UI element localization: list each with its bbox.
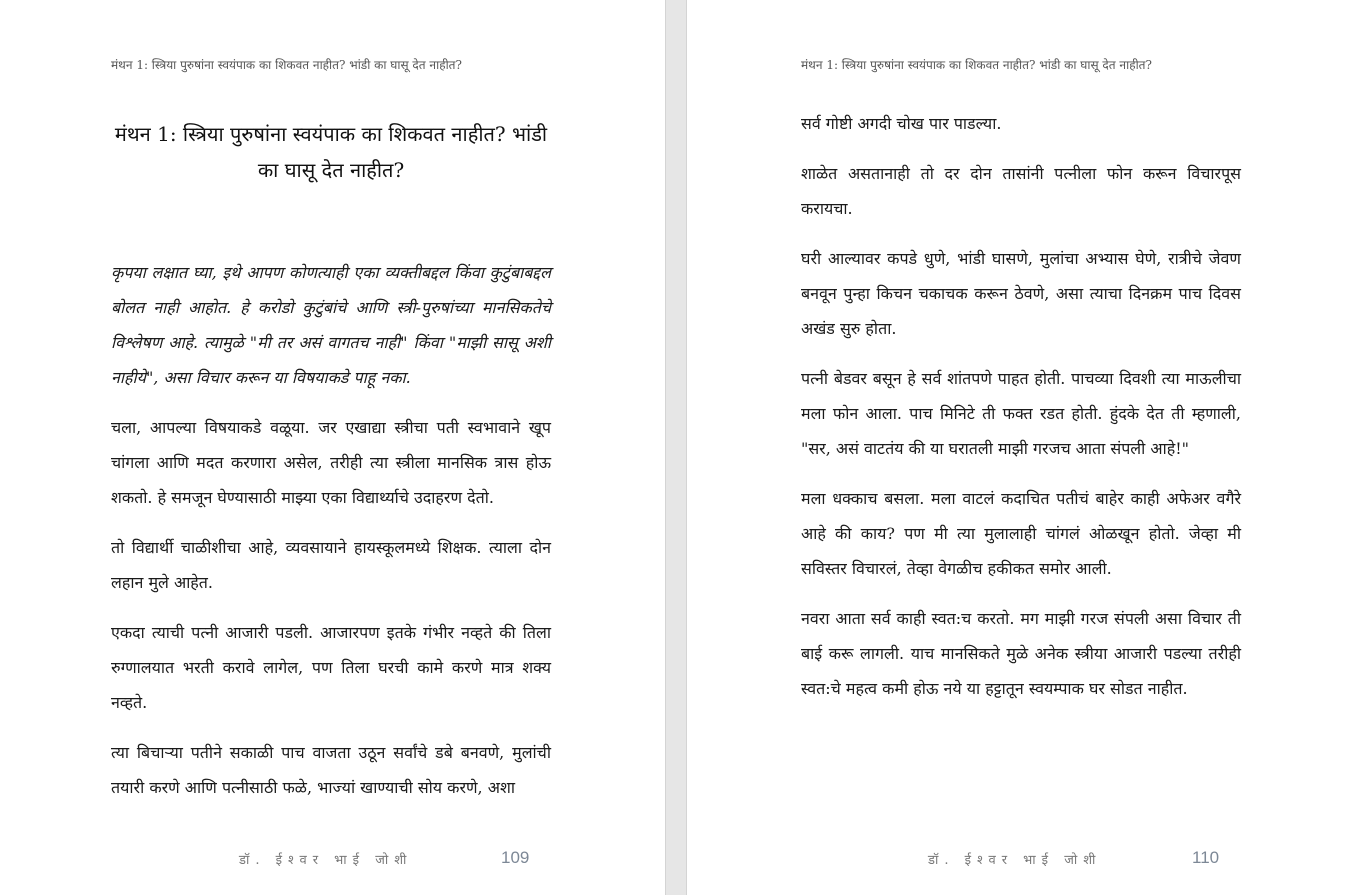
paragraph: सर्व गोष्टी अगदी चोख पार पाडल्या. xyxy=(801,114,1002,133)
left-page xyxy=(0,0,665,895)
footer-author: डॉ. ईश्वर भाई जोशी xyxy=(239,853,413,868)
page-footer xyxy=(0,848,665,878)
paragraph: तो विद्यार्थी चाळीशीचा आहे, व्यवसायाने हायस्कूलमध्ये शिक्षक. त्याला दोन लहान मुले आहेत. xyxy=(111,538,551,592)
paragraph: त्या बिचाऱ्या पतीने सकाळी पाच वाजता उठून सर्वांचे डबे बनवणे, मुलांची तयारी करणे आणि पत्नीसाठी फळे, भाज्यां खाण्याची सोय करणे, अशा xyxy=(111,743,551,797)
page-number: 109 xyxy=(501,848,530,867)
chapter-title: मंथन 1: स्त्रिया पुरुषांना स्वयंपाक का शिकवत नाहीत? भांडी का घासू देत नाहीत? xyxy=(114,122,548,182)
paragraph: चला, आपल्या विषयाकडे वळूया. जर एखाद्या स्त्रीचा पती स्वभावाने खूप चांगला आणि मदत करणारा असेल, तरीही त्या स्त्रीला मानसिक त्रास होऊ शकतो. हे समजून घेण्यासाठी माझ्या एका विद्यार्थ्याचे उदाहरण देतो. xyxy=(111,418,551,507)
paragraph: शाळेत असतानाही तो दर दोन तासांनी पत्नीला फोन करून विचारपूस करायचा. xyxy=(801,164,1241,218)
paragraph: एकदा त्याची पत्नी आजारी पडली. आजारपण इतके गंभीर नव्हते की तिला रुग्णालयात भरती करावे लागेल, पण तिला घरची कामे करणे मात्र शक्य नव्हते. xyxy=(111,623,551,712)
running-head: मंथन 1: स्त्रिया पुरुषांना स्वयंपाक का शिकवत नाहीत? भांडी का घासू देत नाहीत? xyxy=(801,58,1152,72)
page-gutter xyxy=(665,0,687,895)
paragraph: कृपया लक्षात घ्या, इथे आपण कोणत्याही एका व्यक्तीबद्दल किंवा कुटुंबाबद्दल बोलत नाही आहोत. हे करोडो कुटुंबांचे आणि स्त्री-पुरुषांच्या मानसिकतेचे विश्लेषण आहे. त्यामुळे "मी तर असं वागतच नाही" किंवा "माझी सासू अशी नाहीये", असा विचार करून या विषयाकडे पाहू नका. xyxy=(111,263,551,387)
right-page xyxy=(687,0,1357,895)
body-text xyxy=(111,255,551,820)
paragraph: मला धक्काच बसला. मला वाटलं कदाचित पतीचं बाहेर काही अफेअर वगैरे आहे की काय? पण मी त्या मुलालाही चांगलं ओळखून होतो. जेव्हा मी सविस्तर विचारलं, तेव्हा वेगळीच हकीकत समोर आली. xyxy=(801,489,1241,578)
paragraph: नवरा आता सर्व काही स्वत:च करतो. मग माझी गरज संपली असा विचार ती बाई करू लागली. याच मानसिकते मुळे अनेक स्त्रीया आजारी पडल्या तरीही स्वत:चे महत्व कमी होऊ नये या हट्टातून स्वयम्पाक घर सोडत नाहीत. xyxy=(801,609,1241,698)
paragraph: घरी आल्यावर कपडे धुणे, भांडी घासणे, मुलांचा अभ्यास घेणे, रात्रीचे जेवण बनवून पुन्हा किचन चकाचक करून ठेवणे, असा त्याचा दिनक्रम पाच दिवस अखंड सुरु होता. xyxy=(801,249,1241,338)
footer-author: डॉ. ईश्वर भाई जोशी xyxy=(928,853,1102,868)
page-footer xyxy=(687,848,1357,878)
running-head: मंथन 1: स्त्रिया पुरुषांना स्वयंपाक का शिकवत नाहीत? भांडी का घासू देत नाहीत? xyxy=(111,58,462,72)
body-text xyxy=(801,106,1241,721)
page-number: 110 xyxy=(1192,848,1220,867)
paragraph: पत्नी बेडवर बसून हे सर्व शांतपणे पाहत होती. पाचव्या दिवशी त्या माऊलीचा मला फोन आला. पाच मिनिटे ती फक्त रडत होती. हुंदके देत ती म्हणाली, "सर, असं वाटतंय की या घरातली माझी गरजच आता संपली आहे!" xyxy=(801,369,1241,458)
